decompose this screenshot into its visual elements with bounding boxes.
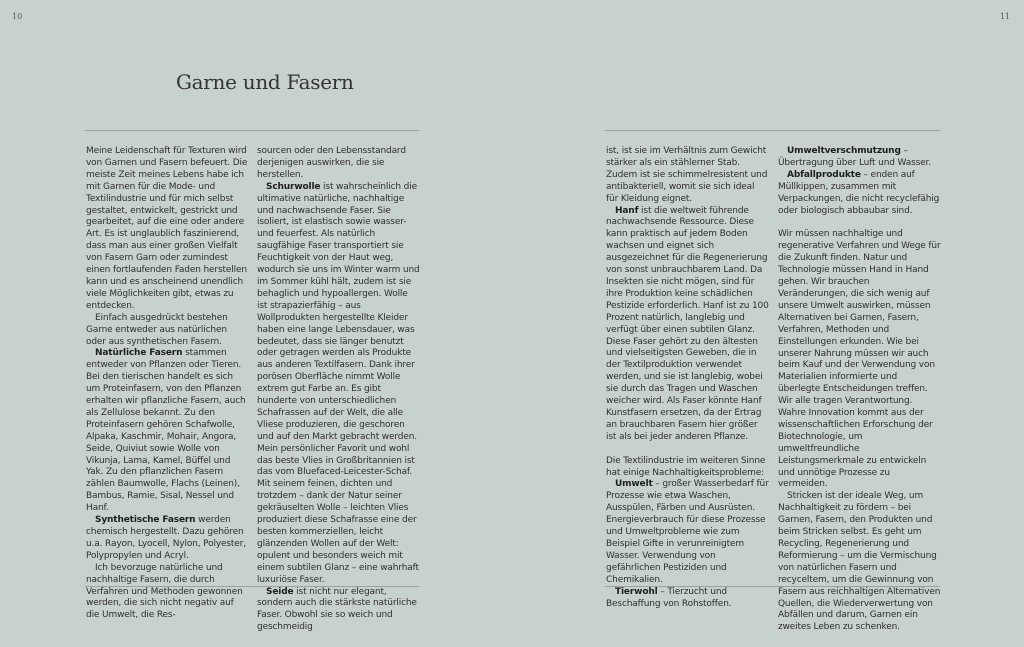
term-seide: Seide bbox=[266, 586, 294, 597]
text-synthetic-fibers: werden chemisch hergestellt. Dazu gehören u.a. Rayon, Lyocell, Nylon, Polyester, Polypropylen und Acryl. bbox=[86, 515, 246, 561]
paragraph-tierwohl bbox=[606, 587, 769, 611]
paragraph-schurwolle bbox=[257, 182, 420, 587]
text-column-1 bbox=[86, 146, 249, 622]
term-umwelt: Umwelt bbox=[615, 479, 653, 490]
paragraph-seide-continued: ist, ist sie im Verhältnis zum Gewicht stärker als ein stählerner Stab. Zudem ist sie schimmelresistent und antibakteriell, womit sie sich ideal für Kleidung eignet. bbox=[606, 146, 768, 204]
term-synthetic-fibers: Synthetische Fasern bbox=[95, 515, 196, 526]
term-natural-fibers: Natürliche Fasern bbox=[95, 348, 183, 359]
page-number-right: 11 bbox=[999, 12, 1010, 21]
paragraph-simply-put: Einfach ausgedrückt bestehen Garne entweder aus natürlichen oder aus synthetischen Fasern. bbox=[86, 312, 228, 347]
text-schurwolle: ist wahrscheinlich die ultimative natürliche, nachhaltige und nachwachsende Faser. Sie isoliert, ist elastisch sowie wasser- und feuerfest. Als natürlich saugfähige Faser transportiert sie Feuchtigkeit von der Haut weg, wodurch sie uns im Winter warm und im Sommer kühl hält, zudem ist sie behaglich und hypoallergen. Wolle ist strapazierfähig – aus Wollprodukten hergestellte Kleider haben eine lange Lebensdauer, was bedeutet, dass sie länger benutzt oder getragen werden als Produkte aus anderen Textilfasern. Dank ihrer porösen Oberfläche nimmt Wolle extrem gut Farbe an. Es gibt hunderte von unterschiedlichen Schafrassen auf der Welt, die alle Vliese produzieren, die geschoren und auf den Markt gebracht werden. Mein persönlicher Favorit und wohl das beste Vlies in Großbritannien ist das vom Bluefaced-Leicester-Schaf. Mit seinem feinen, dichten und trotzdem – dank der Natur seiner gekräuselten Wolle – leichten Vlies produziert diese Schafrasse eine der besten kommerziellen, leicht glänzenden Wollen auf der Welt: opulent und besonders weich mit einem subtilen Glanz – eine wahrhaft luxuriöse Faser. bbox=[257, 181, 420, 585]
paragraph-seide bbox=[257, 587, 420, 635]
text-umwelt: – großer Wasserbedarf für Prozesse wie etwa Waschen, Ausspülen, Färben und Ausrüsten. Energieverbrauch für diese Prozesse und Umweltprobleme wie zum Beispiel Gifte in verunreinigtem Wasser. Verwendung von gefährlichen Pestiziden und Chemikalien. bbox=[606, 479, 769, 585]
page-title: Garne und Fasern bbox=[176, 70, 354, 94]
text-column-2 bbox=[257, 146, 420, 634]
paragraph-sustainable-future: Wir müssen nachhaltige und regenerative Verfahren und Wege für die Zukunft finden. Natur und Technologie müssen Hand in Hand gehen. Wir brauchen Veränderungen, die sich wenig auf unsere Umwelt auswirken, müssen Alternativen bei Garnen, Fasern, Verfahren, Methoden und Einstellungen erkunden. Wie bei unserer Nahrung müssen wir auch beim Kauf und der Verwendung von Materialien informierte und überlegte Entscheidungen treffen. Wir alle tragen Verantwortung. Wahre Innovation kommt aus der wissenschaftlichen Erforschung der Biotechnologie, um umweltfreundliche Leistungsmerkmale zu entwickeln und unnötige Prozesse zu vermeiden. bbox=[778, 229, 941, 490]
text-hanf: ist die weltweit führende nachwachsende Ressource. Diese kann praktisch auf jedem Boden wachsen und eignet sich ausgezeichnet für die Regenerierung von sonst unbrauchbarem Land. Da Insekten sie nicht mögen, sind für ihre Produktion keine schädlichen Pestizide erforderlich. Hanf ist zu 100 Prozent natürlich, langlebig und verfügt über einen subtilen Glanz. Diese Faser gehört zu den ältesten und vielseitigsten Geweben, die in der Textilproduktion verwendet werden, und sie ist langlebig, wobei sie durch das Tragen und Waschen weicher wird. Als Faser könnte Hanf Kunstfasern ersetzen, da der Ertrag an brauchbaren Fasern hier größer ist als bei jeder anderen Pflanze. bbox=[606, 205, 769, 442]
paragraph-umweltverschmutzung bbox=[778, 146, 941, 170]
paragraph-industry-problems: Die Textilindustrie im weiteren Sinne hat einige Nachhaltigkeitsprobleme: bbox=[606, 455, 766, 478]
text-abfallprodukte: – enden auf Müllkippen, zusammen mit Verpackungen, die nicht recyclefähig oder biologisch abbaubar sind. bbox=[778, 169, 940, 216]
paragraph-hanf bbox=[606, 206, 769, 444]
term-umweltverschmutzung: Umweltverschmutzung bbox=[787, 146, 901, 156]
paragraph-natural-fibers bbox=[86, 348, 249, 515]
term-hanf: Hanf bbox=[615, 205, 639, 216]
text-seide: ist nicht nur elegant, sondern auch die stärkste natürliche Faser. Obwohl sie so weich und geschmeidig bbox=[257, 586, 417, 633]
text-umweltverschmutzung: – Übertragung über Luft und Wasser. bbox=[778, 146, 931, 168]
divider-right-top bbox=[605, 130, 940, 131]
paragraph-intro: Meine Leidenschaft für Texturen wird von Garnen und Fasern befeuert. Die meiste Zeit meines Lebens habe ich mit Garnen für die Mode- und Textilindustrie und für mich selbst gestaltet, entwickelt, gestrickt und gearbeitet, auf die eine oder andere Art. Es ist unglaublich faszinierend, dass man aus einer großen Vielfalt von Fasern Garn oder zumindest einen fortlaufenden Faden herstellen kann und es anscheinend unendlich viele Möglichkeiten gibt, etwas zu entdecken. bbox=[86, 146, 248, 311]
text-natural-fibers: stammen entweder von Pflanzen oder Tieren. Bei den tierischen handelt es sich um Proteinfasern, von den Pflanzen erhalten wir pflanzliche Fasern, auch als Zellulose bekannt. Zu den Proteinfasern gehören Schafwolle, Alpaka, Kaschmir, Mohair, Angora, Seide, Quiviut sowie Wolle von Vikunja, Lama, Kamel, Büffel und Yak. Zu den pflanzlichen Fasern zählen Baumwolle, Flachs (Leinen), Bambus, Ramie, Sisal, Nessel und Hanf. bbox=[86, 348, 246, 514]
paragraph-knitting: Stricken ist der ideale Weg, um Nachhaltigkeit zu fördern – bei Garnen, Fasern, den Produkten und beim Stricken selbst. Es geht um Recycling, Regenerierung und Reformierung – um die Vermischung von natürlichen Fasern und recyceltem, um die Gewinnung von Fasern aus reichhaltigen Alternativen Quellen, die Wiederverwertung von Abfällen und darum, Garnen ein zweites Leben zu schenken. bbox=[778, 491, 941, 633]
paragraph-preference: Ich bevorzuge natürliche und nachhaltige Fasern, die durch Verfahren und Methoden gewonnen werden, die sich nicht negativ auf die Umwelt, die Res- bbox=[86, 562, 243, 621]
paragraph-umwelt bbox=[606, 479, 769, 586]
paragraph-synthetic-fibers bbox=[86, 515, 249, 563]
term-schurwolle: Schurwolle bbox=[266, 181, 321, 192]
text-column-3 bbox=[606, 146, 769, 610]
text-column-4 bbox=[778, 146, 941, 634]
page-number-left: 10 bbox=[12, 12, 23, 21]
text-tierwohl: – Tierzucht und Beschaffung von Rohstoffen. bbox=[606, 586, 732, 609]
divider-left-top bbox=[85, 130, 419, 131]
term-tierwohl: Tierwohl bbox=[615, 586, 658, 597]
paragraph-continuation: sourcen oder den Lebensstandard derjenigen auswirken, die sie herstellen. bbox=[257, 146, 406, 180]
paragraph-abfallprodukte bbox=[778, 170, 941, 218]
term-abfallprodukte: Abfallprodukte bbox=[787, 169, 861, 180]
